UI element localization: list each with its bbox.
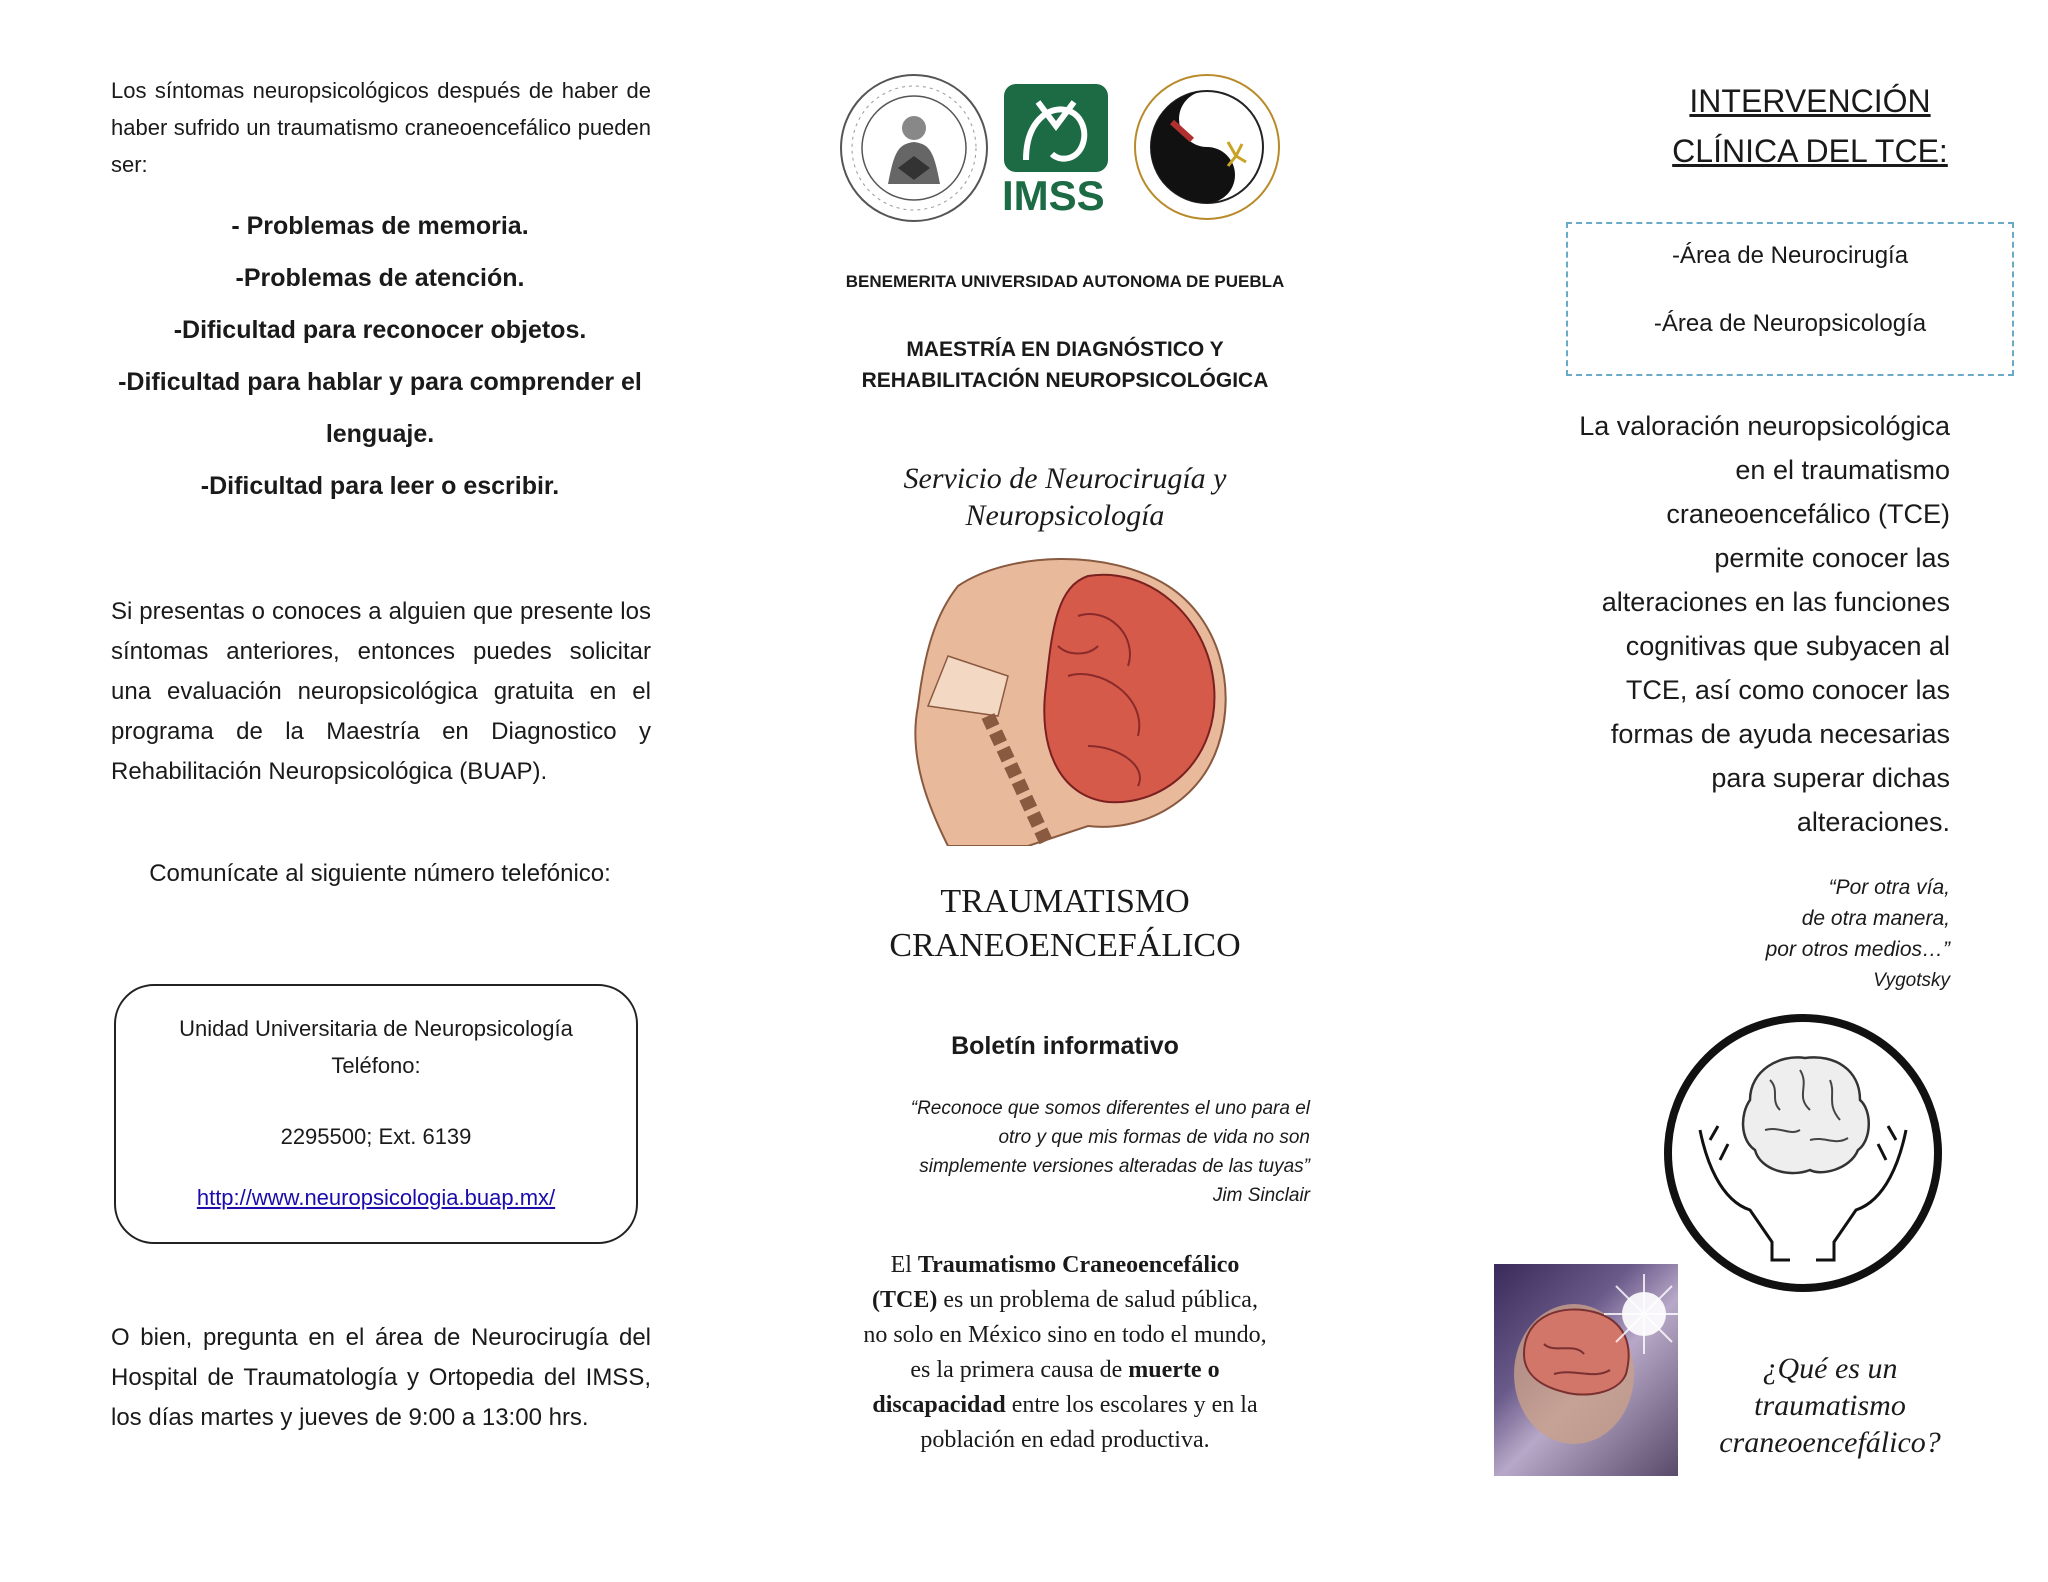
quote-line: de otra manera, <box>1801 907 1950 930</box>
symptom-item: -Dificultad para hablar y para comprender el <box>118 368 642 396</box>
tce-line: El Traumatismo Craneoencefálico <box>890 1252 1240 1278</box>
question-line: traumatismo <box>1754 1389 1906 1422</box>
valoracion-paragraph <box>1540 404 1950 844</box>
contact-box <box>114 984 638 1244</box>
quote-author: Vygotsky <box>1873 970 1950 991</box>
main-title <box>820 880 1310 968</box>
valoracion-line: formas de ayuda necesarias <box>1610 719 1950 749</box>
tce-line: discapacidad entre los escolares y en la <box>872 1392 1258 1418</box>
imss-text: IMSS <box>1002 172 1105 216</box>
intervention-heading <box>1640 76 1980 176</box>
valoracion-line: alteraciones. <box>1796 807 1950 837</box>
quote-author: Jim Sinclair <box>1212 1185 1310 1206</box>
valoracion-line: para superar dichas <box>1711 763 1950 793</box>
what-is-question <box>1680 1350 1980 1461</box>
contact-unit: Unidad Universitaria de Neuropsicología <box>179 1016 573 1041</box>
quote-line: simplemente versiones alteradas de las tuyas” <box>919 1156 1310 1177</box>
bulletin-label: Boletín informativo <box>951 1032 1179 1060</box>
valoracion-line: permite conocer las <box>1714 543 1950 573</box>
question-line: ¿Qué es un <box>1762 1352 1898 1385</box>
heading-line-1: INTERVENCIÓN <box>1689 83 1931 119</box>
title-line-2: CRANEOENCEFÁLICO <box>889 927 1241 964</box>
service-line-2: Neuropsicología <box>965 499 1165 532</box>
symptom-item: -Dificultad para leer o escribir. <box>200 472 560 500</box>
title-line-1: TRAUMATISMO <box>940 883 1190 920</box>
symptom-item: - Problemas de memoria. <box>231 212 529 240</box>
service-line-1: Servicio de Neurocirugía y <box>903 462 1227 495</box>
master-program <box>820 334 1310 396</box>
quote-line: por otros medios…” <box>1765 938 1950 961</box>
heading-line-2: CLÍNICA DEL TCE: <box>1672 133 1948 169</box>
alternative-paragraph: O bien, pregunta en el área de Neurocirugía del Hospital de Traumatología y Ortopedia del IMSS, los días martes y jueves de 9:00 a 13:00 hrs. <box>111 1324 651 1431</box>
valoracion-line: alteraciones en las funciones <box>1601 587 1950 617</box>
evaluation-paragraph: Si presentas o conoces a alguien que presente los síntomas anteriores, entonces puedes solicitar una evaluación neuropsicológica gratuita en el programa de la Maestría en Diagnostico y Rehabilitación Neuropsicológica (BUAP). <box>111 598 651 785</box>
area-neuropsicologia: -Área de Neuropsicología <box>1653 310 1927 337</box>
head-scan-photo <box>1494 1264 1678 1476</box>
symptom-item: -Problemas de atención. <box>235 264 525 292</box>
quote-line: “Reconoce que somos diferentes el uno para el <box>910 1098 1310 1119</box>
tce-line: no solo en México sino en todo el mundo, <box>863 1322 1267 1348</box>
service-name <box>820 460 1310 534</box>
head-trauma-illustration <box>888 546 1256 846</box>
symptom-item: -Dificultad para reconocer objetos. <box>173 316 587 344</box>
valoracion-line: La valoración neuropsicológica <box>1579 411 1950 441</box>
valoracion-line: craneoencefálico (TCE) <box>1666 499 1950 529</box>
tce-line: población en edad productiva. <box>920 1427 1210 1453</box>
tce-line: (TCE) es un problema de salud pública, <box>872 1287 1258 1313</box>
quote-line: otro y que mis formas de vida no son <box>998 1127 1310 1148</box>
contact-phone: 2295500; Ext. 6139 <box>280 1124 472 1149</box>
tce-paragraph <box>820 1248 1310 1458</box>
brain-glow-icon <box>1494 1264 1678 1476</box>
valoracion-line: en el traumatismo <box>1735 455 1950 485</box>
university-name: BENEMERITA UNIVERSIDAD AUTONOMA DE PUEBLA <box>845 272 1285 291</box>
area-neurocirugia: -Área de Neurocirugía <box>1671 242 1909 269</box>
quote-line: “Por otra vía, <box>1828 876 1950 899</box>
valoracion-line: cognitivas que subyacen al <box>1625 631 1950 661</box>
vygotsky-quote <box>1650 872 1950 996</box>
master-line-1: MAESTRÍA EN DIAGNÓSTICO Y <box>906 338 1224 361</box>
buap-seal-icon <box>838 72 990 224</box>
intro-paragraph: Los síntomas neuropsicológicos después de haber de haber sufrido un traumatismo craneoencefálico pueden ser: <box>111 78 651 177</box>
sinclair-quote <box>850 1094 1310 1210</box>
contact-phone-label: Teléfono: <box>331 1053 421 1078</box>
symptom-item: lenguaje. <box>325 420 435 448</box>
question-line: craneoencefálico? <box>1719 1426 1941 1459</box>
brain-in-hands-icon <box>1660 1010 1946 1296</box>
maestria-seal-icon <box>1132 72 1282 222</box>
imss-logo-icon <box>1000 80 1120 216</box>
symptom-list <box>100 200 660 512</box>
tce-line: es la primera causa de muerte o <box>910 1357 1220 1383</box>
valoracion-line: TCE, así como conocer las <box>1625 675 1950 705</box>
areas-box <box>1566 222 2014 376</box>
master-line-2: REHABILITACIÓN NEUROPSICOLÓGICA <box>861 369 1269 392</box>
phone-prompt: Comunícate al siguiente número telefónico: <box>149 860 611 887</box>
website-link[interactable]: http://www.neuropsicologia.buap.mx/ <box>196 1185 556 1210</box>
